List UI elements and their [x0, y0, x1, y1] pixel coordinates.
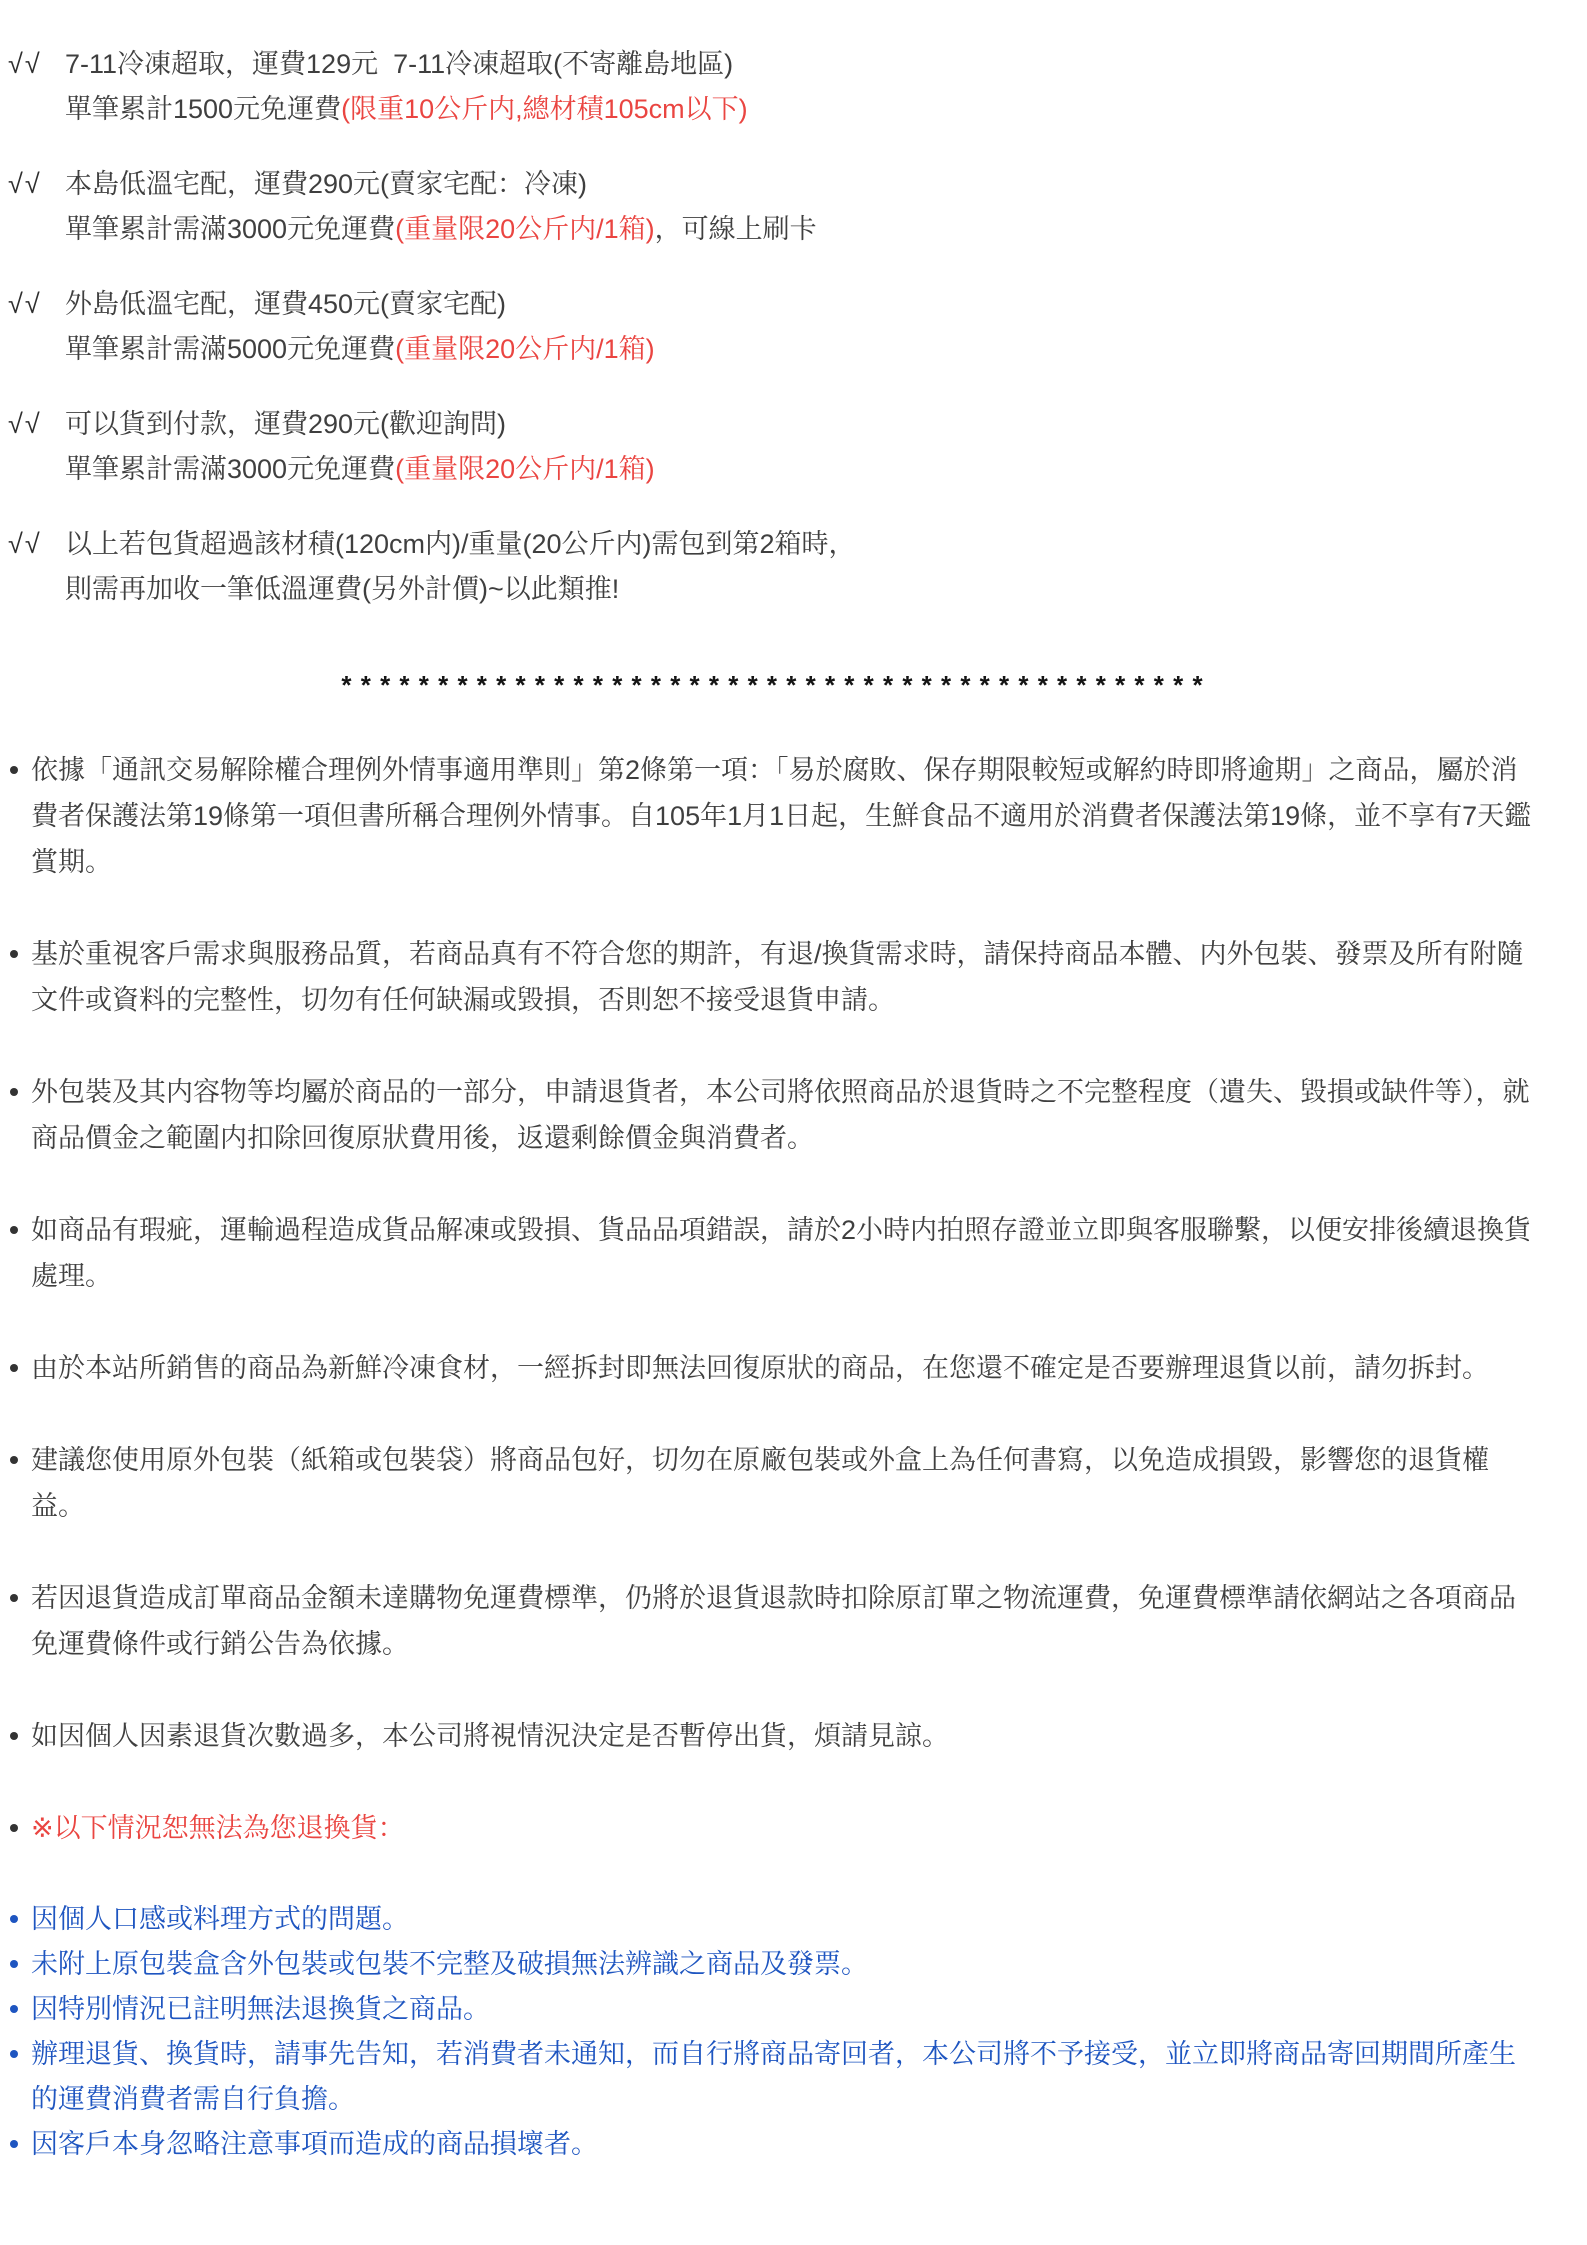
bullet-dot	[10, 950, 18, 958]
shipping-option-line2	[8, 87, 1537, 132]
shipping-option-line1	[8, 162, 1537, 207]
no-return-header	[8, 1805, 1537, 1851]
shipping-option-cod	[8, 402, 1537, 492]
shipping-option-line1	[8, 42, 1537, 87]
bullet-dot	[10, 2140, 18, 2148]
bullet-dot	[10, 1088, 18, 1096]
policy-text: 基於重視客戶需求與服務品質，若商品真有不符合您的期許，有退/換貨需求時，請保持商品本體、内外包裝、發票及所有附隨文件或資料的完整性，切勿有任何缺漏或毀損，否則恕不接受退貨申請。	[31, 939, 1524, 1015]
policy-text: 如因個人因素退貨次數過多，本公司將視情況決定是否暫停出貨，煩請見諒。	[31, 1721, 949, 1751]
shipping-option-text: 本島低溫宅配，運費290元(賣家宅配：冷凍)	[65, 169, 588, 199]
bullet-dot	[10, 1226, 18, 1234]
shipping-option-line1	[8, 282, 1537, 327]
bullet-dot	[10, 766, 18, 774]
policy-item-5	[8, 1345, 1537, 1391]
policy-text: 如商品有瑕疵，運輸過程造成貨品解凍或毀損、貨品品項錯誤，請於2小時内拍照存證並立即與客服聯繫，以便安排後續退換貨處理。	[31, 1215, 1532, 1291]
shipping-option-overweight	[8, 522, 1537, 612]
bullet-dot	[10, 1594, 18, 1602]
asterisk-separator: * * * * * * * * * * * * * * * * * * * * * * * * * * * * * * * * * * * * * * * * * * * * *	[341, 670, 1204, 700]
policy-item-6	[8, 1437, 1537, 1529]
policy-text: 由於本站所銷售的商品為新鮮冷凍食材，一經拆封即無法回復原狀的商品，在您還不確定是否要辦理退貨以前，請勿拆封。	[31, 1353, 1489, 1383]
no-return-text: 因特別情況已註明無法退換貨之商品。	[31, 1994, 490, 2024]
check-prefix: √√	[8, 529, 42, 559]
weight-limit-note: (重量限20公斤内/1箱)	[395, 214, 655, 244]
bullet-dot	[10, 2005, 18, 2013]
shipping-option-line2	[8, 447, 1537, 492]
bullet-dot	[10, 1824, 18, 1832]
check-prefix: √√	[8, 49, 42, 79]
no-return-item-1	[8, 1897, 1537, 1942]
policy-item-7	[8, 1575, 1537, 1667]
policy-text: 外包裝及其内容物等均屬於商品的一部分，申請退貨者，本公司將依照商品於退貨時之不完整程度（遺失、毀損或缺件等），就商品價金之範圍内扣除回復原狀費用後，返還剩餘價金與消費者。	[31, 1077, 1530, 1153]
bullet-dot	[10, 1960, 18, 1968]
weight-limit-note: (重量限20公斤内/1箱)	[395, 454, 655, 484]
no-return-text: 因客戶本身忽略注意事項而造成的商品損壞者。	[31, 2129, 598, 2159]
no-return-item-4	[8, 2032, 1537, 2122]
shipping-option-text: 7-11冷凍超取，運費129元 7-11冷凍超取(不寄離島地區)	[65, 49, 734, 79]
no-return-text: 辦理退貨、換貨時，請事先告知，若消費者未通知，而自行將商品寄回者，本公司將不予接受，並立即將商品寄回期間所產生的運費消費者需自行負擔。	[31, 2039, 1516, 2114]
policy-text: 依據「通訊交易解除權合理例外情事適用準則」第2條第一項：「易於腐敗、保存期限較短或解約時即將逾期」之商品，屬於消費者保護法第19條第一項但書所稱合理例外情事。自105年1月1日起，生鮮食品不適用於消費者保護法第19條，並不享有7天鑑賞期。	[31, 755, 1532, 877]
shipping-option-line2	[8, 327, 1537, 372]
policy-item-4	[8, 1207, 1537, 1299]
bullet-dot	[10, 1915, 18, 1923]
policy-item-8	[8, 1713, 1537, 1759]
shipping-option-line2	[8, 207, 1537, 252]
check-prefix: √√	[8, 409, 42, 439]
free-shipping-threshold: 單筆累計需滿3000元免運費	[65, 454, 396, 484]
bullet-dot	[10, 2050, 18, 2058]
shipping-option-line2	[8, 567, 1537, 612]
policy-text: 建議您使用原外包裝（紙箱或包裝袋）將商品包好，切勿在原廠包裝或外盒上為任何書寫，以免造成損毀，影響您的退貨權益。	[31, 1445, 1489, 1521]
shipping-option-line1	[8, 402, 1537, 447]
bullet-dot	[10, 1364, 18, 1372]
no-return-text: 未附上原包裝盒含外包裝或包裝不完整及破損無法辨識之商品及發票。	[31, 1949, 868, 1979]
shipping-option-text: 外島低溫宅配，運費450元(賣家宅配)	[65, 289, 507, 319]
free-shipping-threshold: 單筆累計需滿3000元免運費	[65, 214, 396, 244]
weight-limit-note: (重量限20公斤内/1箱)	[395, 334, 655, 364]
shipping-option-text: 可以貨到付款，運費290元(歡迎詢問)	[65, 409, 507, 439]
check-prefix: √√	[8, 169, 42, 199]
free-shipping-threshold: 單筆累計需滿5000元免運費	[65, 334, 396, 364]
extra-fee-note: 則需再加收一筆低溫運費(另外計價)~以此類推!	[65, 574, 620, 604]
bullet-dot	[10, 1456, 18, 1464]
shipping-option-line1	[8, 522, 1537, 567]
no-return-text: 因個人口感或料理方式的問題。	[31, 1904, 409, 1934]
bullet-dot	[10, 1732, 18, 1740]
check-prefix: √√	[8, 289, 42, 319]
shipping-option-main-island	[8, 162, 1537, 252]
shipping-option-outer-island	[8, 282, 1537, 372]
no-return-item-5	[8, 2122, 1537, 2167]
no-return-item-2	[8, 1942, 1537, 1987]
shipping-option-text: 以上若包貨超過該材積(120cm内)/重量(20公斤内)需包到第2箱時，	[65, 529, 856, 559]
policy-item-1	[8, 747, 1537, 885]
policy-text: 若因退貨造成訂單商品金額未達購物免運費標準，仍將於退貨退款時扣除原訂單之物流運費，免運費標準請依網站之各項商品免運費條件或行銷公告為依據。	[31, 1583, 1516, 1659]
no-return-item-3	[8, 1987, 1537, 2032]
free-shipping-threshold: 單筆累計1500元免運費	[65, 94, 342, 124]
shipping-option-711	[8, 42, 1537, 132]
no-return-header-text: ※以下情況恕無法為您退換貨：	[31, 1813, 405, 1843]
line2-suffix: ，可線上刷卡	[654, 214, 817, 244]
policy-item-2	[8, 931, 1537, 1023]
policy-item-3	[8, 1069, 1537, 1161]
weight-limit-note: (限重10公斤内,總材積105cm以下)	[341, 94, 748, 124]
